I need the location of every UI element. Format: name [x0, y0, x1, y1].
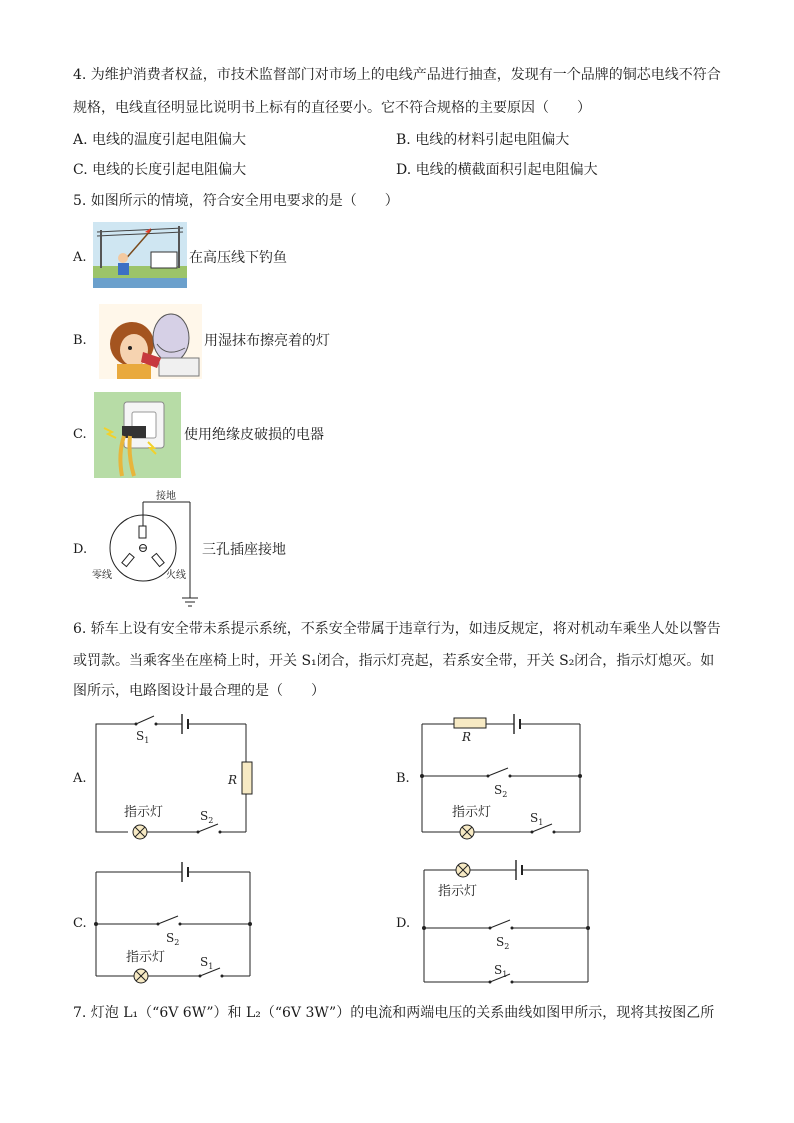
svg-text:指示灯: 指示灯	[124, 805, 164, 820]
q4-stem-line1: 4. 为维护消费者权益，市技术监督部门对市场上的电线产品进行抽查，发现有一个品牌的铜芯电线不符合	[73, 67, 721, 83]
wiping-lit-lamp-picture	[99, 304, 202, 379]
svg-text:R: R	[462, 730, 472, 744]
q5-option-b-caption: 用湿抹布擦亮着的灯	[204, 333, 330, 349]
q7-stem-line1: 7. 灯泡 L₁（“6V 6W”）和 L₂（“6V 3W”）的电流和两端电压的关系曲线如图甲所示，现将其按图乙所	[73, 1005, 715, 1021]
q6-option-a-label[interactable]: A.	[73, 771, 87, 786]
svg-text:指示灯: 指示灯	[452, 805, 492, 820]
live-wire-label: 火线	[166, 570, 186, 581]
svg-text:指示灯: 指示灯	[438, 884, 478, 899]
svg-text:R: R	[228, 773, 238, 787]
q5-stem: 5. 如图所示的情境，符合安全用电要求的是（ ）	[73, 193, 399, 209]
circuit-c-diagram	[90, 858, 260, 986]
svg-text:S2: $S_2$	[496, 935, 510, 951]
q5-option-d-caption: 三孔插座接地	[202, 542, 286, 558]
q6-stem-line1: 6. 轿车上设有安全带未系提示系统，不系安全带属于违章行为，如违反规定，将对机动车乘坐人处以警告	[73, 621, 721, 637]
q6-stem-line2: 或罚款。当乘客坐在座椅上时，开关 S₁闭合，指示灯亮起，若系安全带，开关 S₂闭合，指示灯熄灭。如	[73, 653, 715, 669]
q6-option-d-label[interactable]: D.	[396, 916, 411, 931]
svg-text:指示灯: 指示灯	[126, 950, 166, 965]
ground-label: 接地	[156, 491, 176, 502]
q4-option-d[interactable]: D. 电线的横截面积引起电阻偏大	[396, 162, 598, 178]
damaged-cord-appliance-picture	[94, 392, 181, 478]
svg-text:S1: $S_1$	[530, 811, 544, 827]
neutral-wire-label: 零线	[92, 570, 112, 581]
q4-option-a[interactable]: A. 电线的温度引起电阻偏大	[73, 132, 247, 148]
three-hole-socket-ground-diagram	[88, 486, 200, 610]
q6-stem-line3: 图所示，电路图设计最合理的是（ ）	[73, 683, 325, 699]
q5-option-d-label[interactable]: D.	[73, 542, 88, 557]
q5-option-c-caption: 使用绝缘皮破损的电器	[184, 427, 324, 443]
svg-text:S1: $S_1$	[200, 955, 214, 971]
q4-option-c[interactable]: C. 电线的长度引起电阻偏大	[73, 162, 247, 178]
q5-option-a-label[interactable]: A.	[73, 250, 87, 265]
q5-option-a-caption: 在高压线下钓鱼	[189, 250, 287, 266]
svg-text:S2: $S_2$	[200, 809, 214, 825]
fishing-under-power-line-picture	[93, 222, 187, 288]
circuit-d-diagram	[418, 852, 594, 988]
q6-option-c-label[interactable]: C.	[73, 916, 87, 931]
svg-text:S1: $S_1$	[494, 963, 508, 979]
q5-option-c-label[interactable]: C.	[73, 427, 87, 442]
svg-text:S2: $S_2$	[494, 783, 508, 799]
q5-option-b-label[interactable]: B.	[73, 333, 87, 348]
q6-option-b-label[interactable]: B.	[396, 771, 410, 786]
circuit-b-diagram	[418, 708, 588, 848]
svg-text:S1: $S_1$	[136, 729, 150, 745]
svg-text:S2: $S_2$	[166, 931, 180, 947]
circuit-a-diagram	[90, 708, 260, 848]
q4-stem-line2: 规格，电线直径明显比说明书上标有的直径要小。它不符合规格的主要原因（ ）	[73, 100, 591, 116]
q4-option-b[interactable]: B. 电线的材料引起电阻偏大	[396, 132, 570, 148]
